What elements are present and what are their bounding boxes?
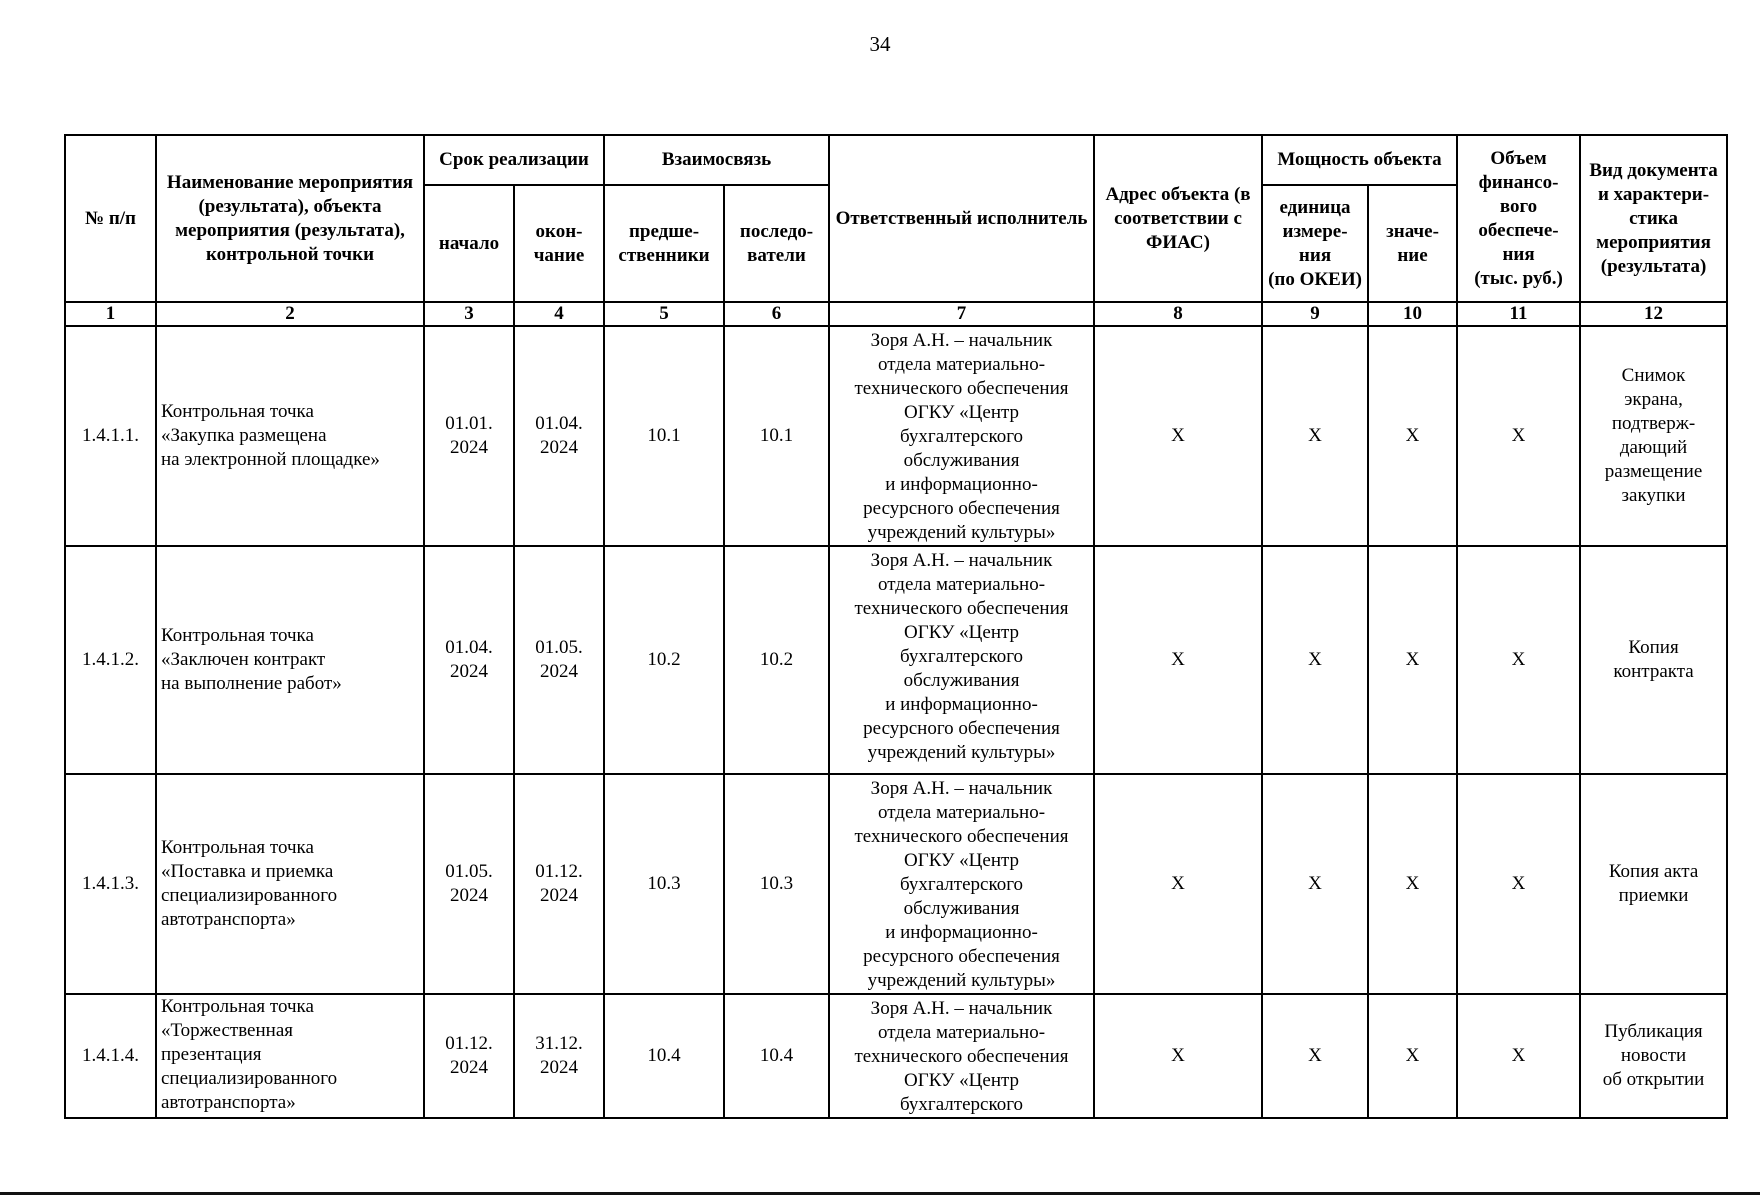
- header-period-start: начало: [424, 185, 514, 302]
- row-start-date: 01.01. 2024: [424, 326, 514, 546]
- row-unit: X: [1262, 774, 1368, 994]
- table-row: [65, 326, 1727, 546]
- header-name: Наименование мероприятия (результата), объекта мероприятия (результата), контрольной точки: [156, 135, 424, 302]
- row-executor: Зоря А.Н. – начальник отдела материально- технического обеспечения ОГКУ «Центр бухгалтерского обслуживания и информационно- ресурсного обеспечения учреждений культуры»: [829, 546, 1094, 774]
- row-successor: 10.2: [724, 546, 829, 774]
- column-number: 1: [65, 302, 156, 326]
- row-unit: X: [1262, 326, 1368, 546]
- row-unit: X: [1262, 994, 1368, 1118]
- row-num: 1.4.1.2.: [65, 546, 156, 774]
- row-executor: Зоря А.Н. – начальник отдела материально- технического обеспечения ОГКУ «Центр бухгалтерского обслуживания и информационно- ресурсного обеспечения учреждений культуры»: [829, 774, 1094, 994]
- table-row: [65, 546, 1727, 774]
- column-number-row: [65, 302, 1727, 326]
- column-number: 10: [1368, 302, 1457, 326]
- row-value: X: [1368, 774, 1457, 994]
- page-number: 34: [869, 32, 891, 56]
- row-financing: X: [1457, 774, 1580, 994]
- row-start-date: 01.05. 2024: [424, 774, 514, 994]
- header-capacity: Мощность объекта: [1262, 135, 1457, 185]
- table-row: [65, 774, 1727, 994]
- header-period: Срок реализации: [424, 135, 604, 185]
- row-address: X: [1094, 774, 1262, 994]
- column-number: 6: [724, 302, 829, 326]
- row-start-date: 01.12. 2024: [424, 994, 514, 1118]
- column-number: 11: [1457, 302, 1580, 326]
- row-successor: 10.3: [724, 774, 829, 994]
- header-document: Вид документа и характери- стика мероприятия (результата): [1580, 135, 1727, 302]
- column-number: 4: [514, 302, 604, 326]
- column-number: 7: [829, 302, 1094, 326]
- row-address: X: [1094, 326, 1262, 546]
- header-financing: Объем финансо- вого обеспече- ния (тыс. руб.): [1457, 135, 1580, 302]
- row-document: Копия контракта: [1580, 546, 1727, 774]
- plan-table: [64, 134, 1728, 1119]
- row-end-date: 31.12. 2024: [514, 994, 604, 1118]
- column-number: 9: [1262, 302, 1368, 326]
- row-start-date: 01.04. 2024: [424, 546, 514, 774]
- row-num: 1.4.1.3.: [65, 774, 156, 994]
- row-successor: 10.4: [724, 994, 829, 1118]
- row-executor: Зоря А.Н. – начальник отдела материально- технического обеспечения ОГКУ «Центр бухгалтерского обслуживания и информационно- ресурсного обеспечения учреждений культуры»: [829, 326, 1094, 546]
- row-address: X: [1094, 994, 1262, 1118]
- row-document: Копия акта приемки: [1580, 774, 1727, 994]
- row-end-date: 01.04. 2024: [514, 326, 604, 546]
- header-address: Адрес объекта (в соответствии с ФИАС): [1094, 135, 1262, 302]
- table-row: [65, 994, 1727, 1118]
- header-num: № п/п: [65, 135, 156, 302]
- row-num: 1.4.1.4.: [65, 994, 156, 1118]
- header-capacity-value: значе- ние: [1368, 185, 1457, 302]
- table-header: [65, 135, 1727, 326]
- row-num: 1.4.1.1.: [65, 326, 156, 546]
- header-relation-prev: предше- ственники: [604, 185, 724, 302]
- row-successor: 10.1: [724, 326, 829, 546]
- row-value: X: [1368, 546, 1457, 774]
- header-executor: Ответственный исполнитель: [829, 135, 1094, 302]
- row-predecessor: 10.1: [604, 326, 724, 546]
- row-unit: X: [1262, 546, 1368, 774]
- row-document: Снимок экрана, подтверж- дающий размещение закупки: [1580, 326, 1727, 546]
- row-predecessor: 10.2: [604, 546, 724, 774]
- header-capacity-unit: единица измере- ния (по ОКЕИ): [1262, 185, 1368, 302]
- column-number: 5: [604, 302, 724, 326]
- row-value: X: [1368, 994, 1457, 1118]
- row-financing: X: [1457, 546, 1580, 774]
- row-end-date: 01.05. 2024: [514, 546, 604, 774]
- column-number: 2: [156, 302, 424, 326]
- row-predecessor: 10.3: [604, 774, 724, 994]
- row-financing: X: [1457, 326, 1580, 546]
- column-number: 8: [1094, 302, 1262, 326]
- row-executor: Зоря А.Н. – начальник отдела материально- технического обеспечения ОГКУ «Центр бухгалтерского: [829, 994, 1094, 1118]
- row-end-date: 01.12. 2024: [514, 774, 604, 994]
- header-period-end: окон- чание: [514, 185, 604, 302]
- column-number: 12: [1580, 302, 1727, 326]
- row-financing: X: [1457, 994, 1580, 1118]
- row-predecessor: 10.4: [604, 994, 724, 1118]
- row-name: Контрольная точка «Закупка размещена на электронной площадке»: [156, 326, 424, 546]
- header-relation-next: последо- ватели: [724, 185, 829, 302]
- header-relation: Взаимосвязь: [604, 135, 829, 185]
- page-bottom-edge: [0, 1192, 1760, 1195]
- row-name: Контрольная точка «Заключен контракт на выполнение работ»: [156, 546, 424, 774]
- column-number: 3: [424, 302, 514, 326]
- row-value: X: [1368, 326, 1457, 546]
- table-body: [65, 326, 1727, 1118]
- row-address: X: [1094, 546, 1262, 774]
- row-name: Контрольная точка «Торжественная презентация специализированного автотранспорта»: [156, 994, 424, 1118]
- row-name: Контрольная точка «Поставка и приемка специализированного автотранспорта»: [156, 774, 424, 994]
- row-document: Публикация новости об открытии: [1580, 994, 1727, 1118]
